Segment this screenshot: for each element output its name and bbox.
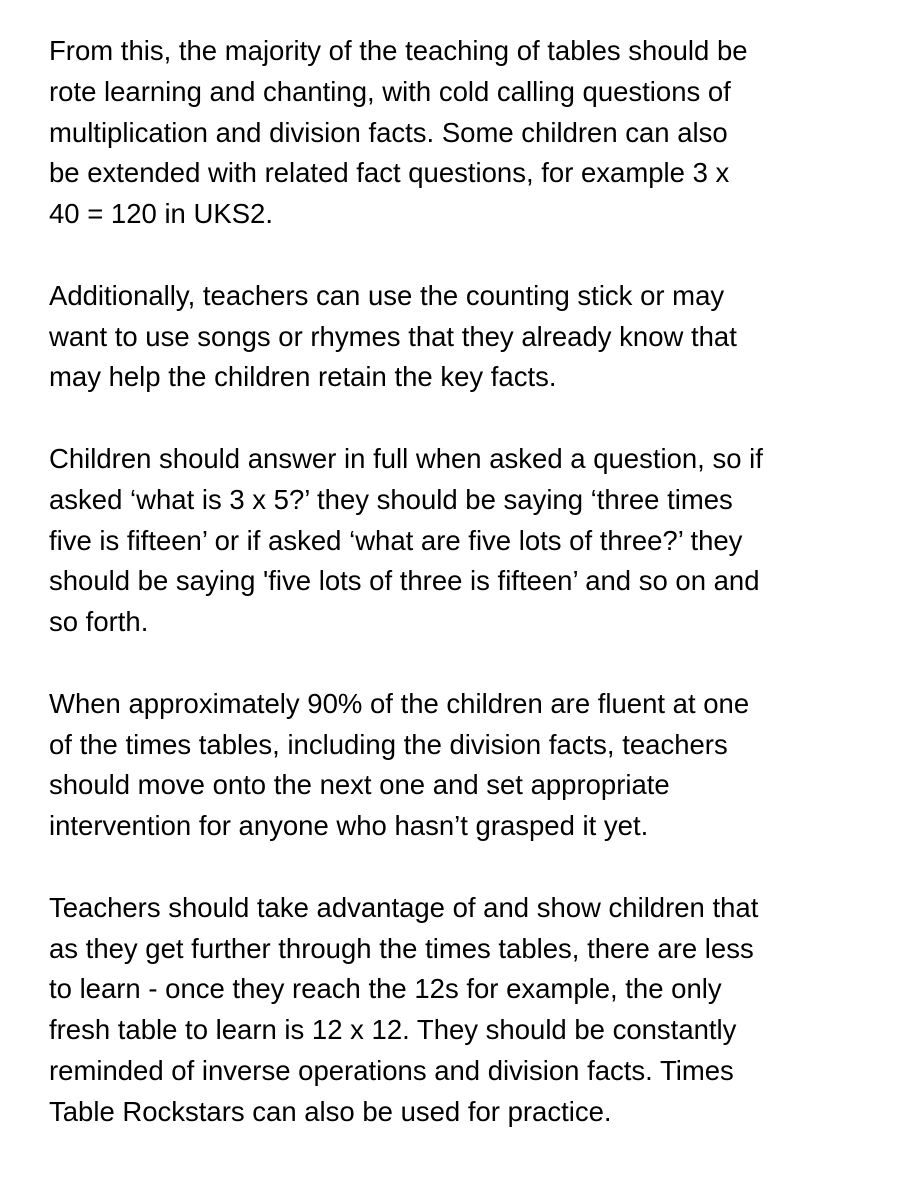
text-line: should be saying 'five lots of three is fifteen’ and so on and xyxy=(49,565,760,597)
text-line: Additionally, teachers can use the counting stick or may xyxy=(49,279,725,311)
text-line: reminded of inverse operations and division facts. Times xyxy=(49,1054,734,1086)
text-line: Table Rockstars can also be used for practice. xyxy=(49,1095,612,1127)
paragraph-fewer-to-learn xyxy=(49,888,909,1133)
text-line: may help the children retain the key facts. xyxy=(49,361,557,393)
text-line: should move onto the next one and set appropriate xyxy=(49,769,670,801)
text-line: rote learning and chanting, with cold calling questions of xyxy=(49,75,731,107)
text-line: When approximately 90% of the children are fluent at one xyxy=(49,687,750,719)
text-line: be extended with related fact questions, for example 3 x xyxy=(49,157,730,189)
text-line: multiplication and division facts. Some children can also xyxy=(49,116,728,148)
text-line: so forth. xyxy=(49,606,149,638)
text-line: of the times tables, including the division facts, teachers xyxy=(49,728,728,760)
text-line: five is fifteen’ or if asked ‘what are five lots of three?’ they xyxy=(49,524,743,556)
paragraph-answer-in-full xyxy=(49,439,909,643)
text-line: as they get further through the times tables, there are less xyxy=(49,932,754,964)
text-line: asked ‘what is 3 x 5?’ they should be saying ‘three times xyxy=(49,483,733,515)
paragraph-counting-stick xyxy=(49,276,909,398)
text-line: From this, the majority of the teaching of tables should be xyxy=(49,35,748,66)
text-line: Children should answer in full when asked a question, so if xyxy=(49,442,763,474)
text-line: fresh table to learn is 12 x 12. They should be constantly xyxy=(49,1014,737,1046)
text-line: intervention for anyone who hasn’t grasped it yet. xyxy=(49,810,649,842)
paragraph-rote-learning xyxy=(49,31,909,235)
text-line: to learn - once they reach the 12s for example, the only xyxy=(49,973,722,1005)
text-line: 40 = 120 in UKS2. xyxy=(49,198,273,230)
document-body xyxy=(49,31,909,1173)
text-line: Teachers should take advantage of and show children that xyxy=(49,891,759,923)
paragraph-fluency-threshold xyxy=(49,684,909,847)
text-line: want to use songs or rhymes that they already know that xyxy=(49,320,737,352)
